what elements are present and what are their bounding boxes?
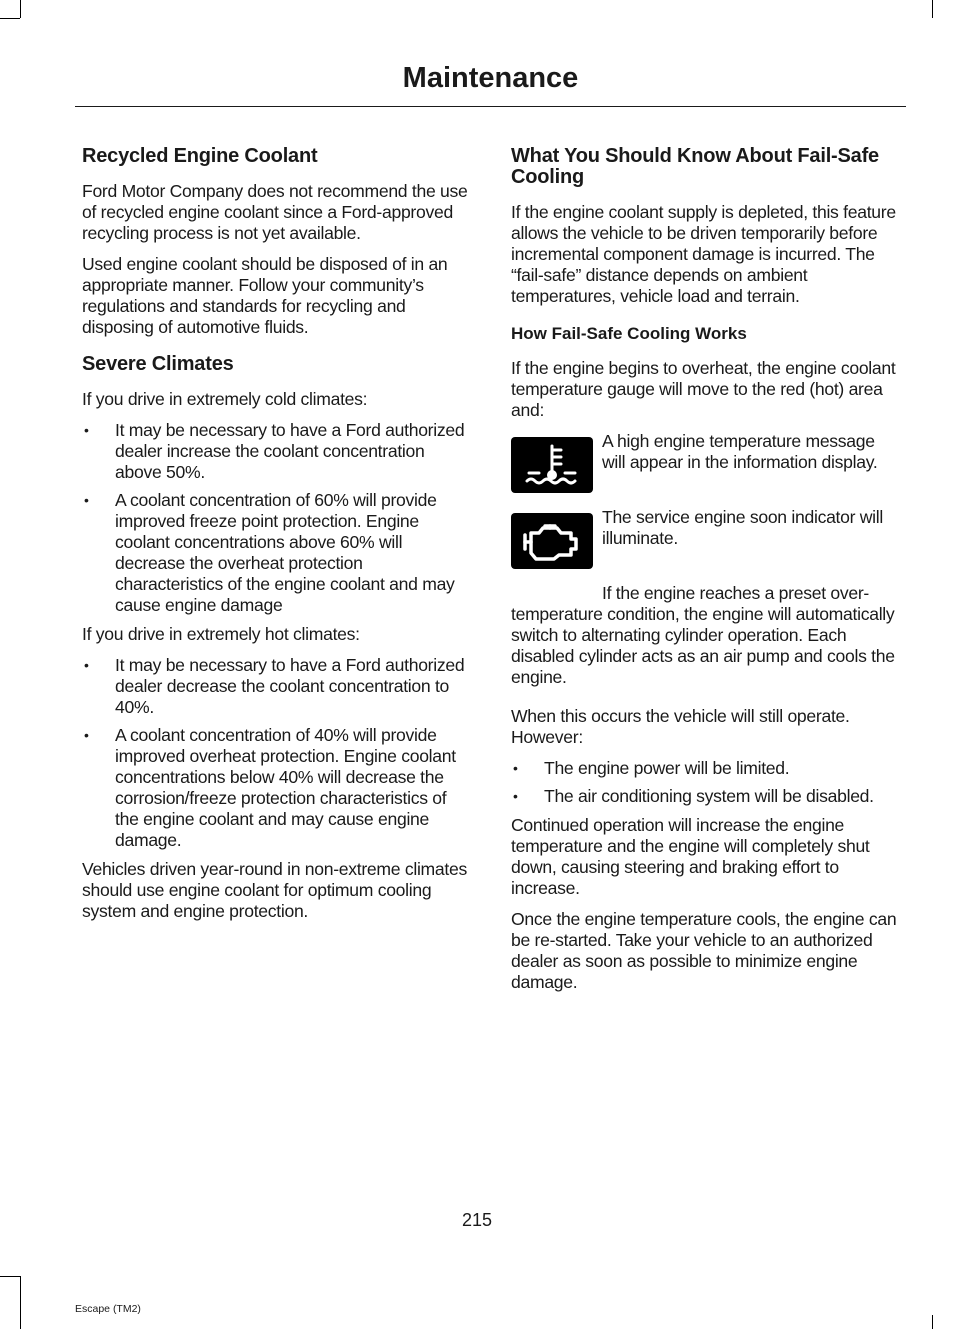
left-column bbox=[82, 146, 470, 932]
bullet-icon: • bbox=[84, 492, 89, 508]
list-item: • It may be necessary to have a Ford authorized dealer increase the coolant concentration above 50%. bbox=[84, 420, 465, 482]
list-item: • A coolant concentration of 40% will provide improved overheat protection. Engine coolant concentrations below 40% will decrease the corrosion/freeze protection characteristics of the engine coolant and may cause engine damage. bbox=[84, 725, 456, 850]
paragraph: When this occurs the vehicle will still operate. However: bbox=[511, 706, 850, 747]
crop-mark bbox=[932, 0, 933, 18]
paragraph: If the engine reaches a preset over-temperature condition, the engine will automatically switch to alternating cylinder operation. Each disabled cylinder acts as an air pump and cools the engine. bbox=[511, 583, 895, 687]
engine-temperature-icon bbox=[511, 437, 593, 493]
section-heading-fail-safe-cooling: What You Should Know About Fail-Safe Cooling bbox=[511, 145, 879, 188]
paragraph: Used engine coolant should be disposed of in an appropriate manner. Follow your community’s regulations and standards for recycling and disposing of automotive fluids. bbox=[82, 254, 448, 337]
section-heading-severe-climates: Severe Climates bbox=[82, 353, 234, 375]
warning-row-engine-temperature bbox=[511, 431, 899, 495]
paragraph: If the engine coolant supply is depleted, this feature allows the vehicle to be driven temporarily before incremental component damage is incurred. The “fail-safe” distance depends on ambient temperatures, vehicle load and terrain. bbox=[511, 202, 896, 306]
section-heading-recycled-coolant: Recycled Engine Coolant bbox=[82, 145, 318, 167]
footer-model: Escape (TM2) bbox=[75, 1303, 141, 1315]
list-item: • It may be necessary to have a Ford authorized dealer decrease the coolant concentration to 40%. bbox=[84, 655, 465, 717]
warning-row-service-engine bbox=[511, 507, 899, 571]
bullet-icon: • bbox=[84, 422, 89, 438]
page-number: 215 bbox=[461, 1210, 493, 1230]
page-title: Maintenance bbox=[402, 62, 579, 94]
bullet-list-cold bbox=[82, 420, 470, 616]
crop-mark bbox=[20, 0, 21, 18]
paragraph: Ford Motor Company does not recommend the use of recycled engine coolant since a Ford-approved recycling process is not yet available. bbox=[82, 181, 468, 243]
list-item: • The air conditioning system will be disabled. bbox=[513, 786, 874, 806]
bullet-icon: • bbox=[513, 788, 518, 804]
icon-description: The service engine soon indicator will illuminate. bbox=[602, 507, 884, 548]
paragraph: Vehicles driven year-round in non-extreme climates should use engine coolant for optimum cooling system and engine protection. bbox=[82, 859, 467, 921]
list-item: • A coolant concentration of 60% will provide improved freeze point protection. Engine coolant concentrations above 60% will decrease the overheat protection characteristics of the engine coolant and may cause engine damage bbox=[84, 490, 455, 615]
paragraph: Once the engine temperature cools, the engine can be re-started. Take your vehicle to an authorized dealer as soon as possible to minimize engine damage. bbox=[511, 909, 897, 992]
bullet-icon: • bbox=[84, 727, 89, 743]
paragraph: If you drive in extremely hot climates: bbox=[82, 624, 360, 644]
paragraph: If you drive in extremely cold climates: bbox=[82, 389, 368, 409]
list-item: • The engine power will be limited. bbox=[513, 758, 790, 778]
title-divider bbox=[75, 106, 906, 107]
subheading-how-it-works: How Fail-Safe Cooling Works bbox=[511, 324, 747, 343]
service-engine-soon-icon bbox=[511, 513, 593, 569]
paragraph: If the engine begins to overheat, the engine coolant temperature gauge will move to the red (hot) area and: bbox=[511, 358, 896, 420]
paragraph: Continued operation will increase the engine temperature and the engine will completely shut down, causing steering and braking effort to increase. bbox=[511, 815, 870, 898]
crop-mark bbox=[932, 1315, 933, 1329]
bullet-list-effects bbox=[511, 758, 899, 807]
crop-mark bbox=[0, 18, 20, 19]
bullet-icon: • bbox=[513, 760, 518, 776]
bullet-list-hot bbox=[82, 655, 470, 851]
icon-description: A high engine temperature message will appear in the information display. bbox=[602, 431, 878, 472]
right-column bbox=[511, 146, 899, 1003]
bullet-icon: • bbox=[84, 657, 89, 673]
crop-mark bbox=[20, 1276, 21, 1329]
crop-mark bbox=[0, 1276, 20, 1277]
